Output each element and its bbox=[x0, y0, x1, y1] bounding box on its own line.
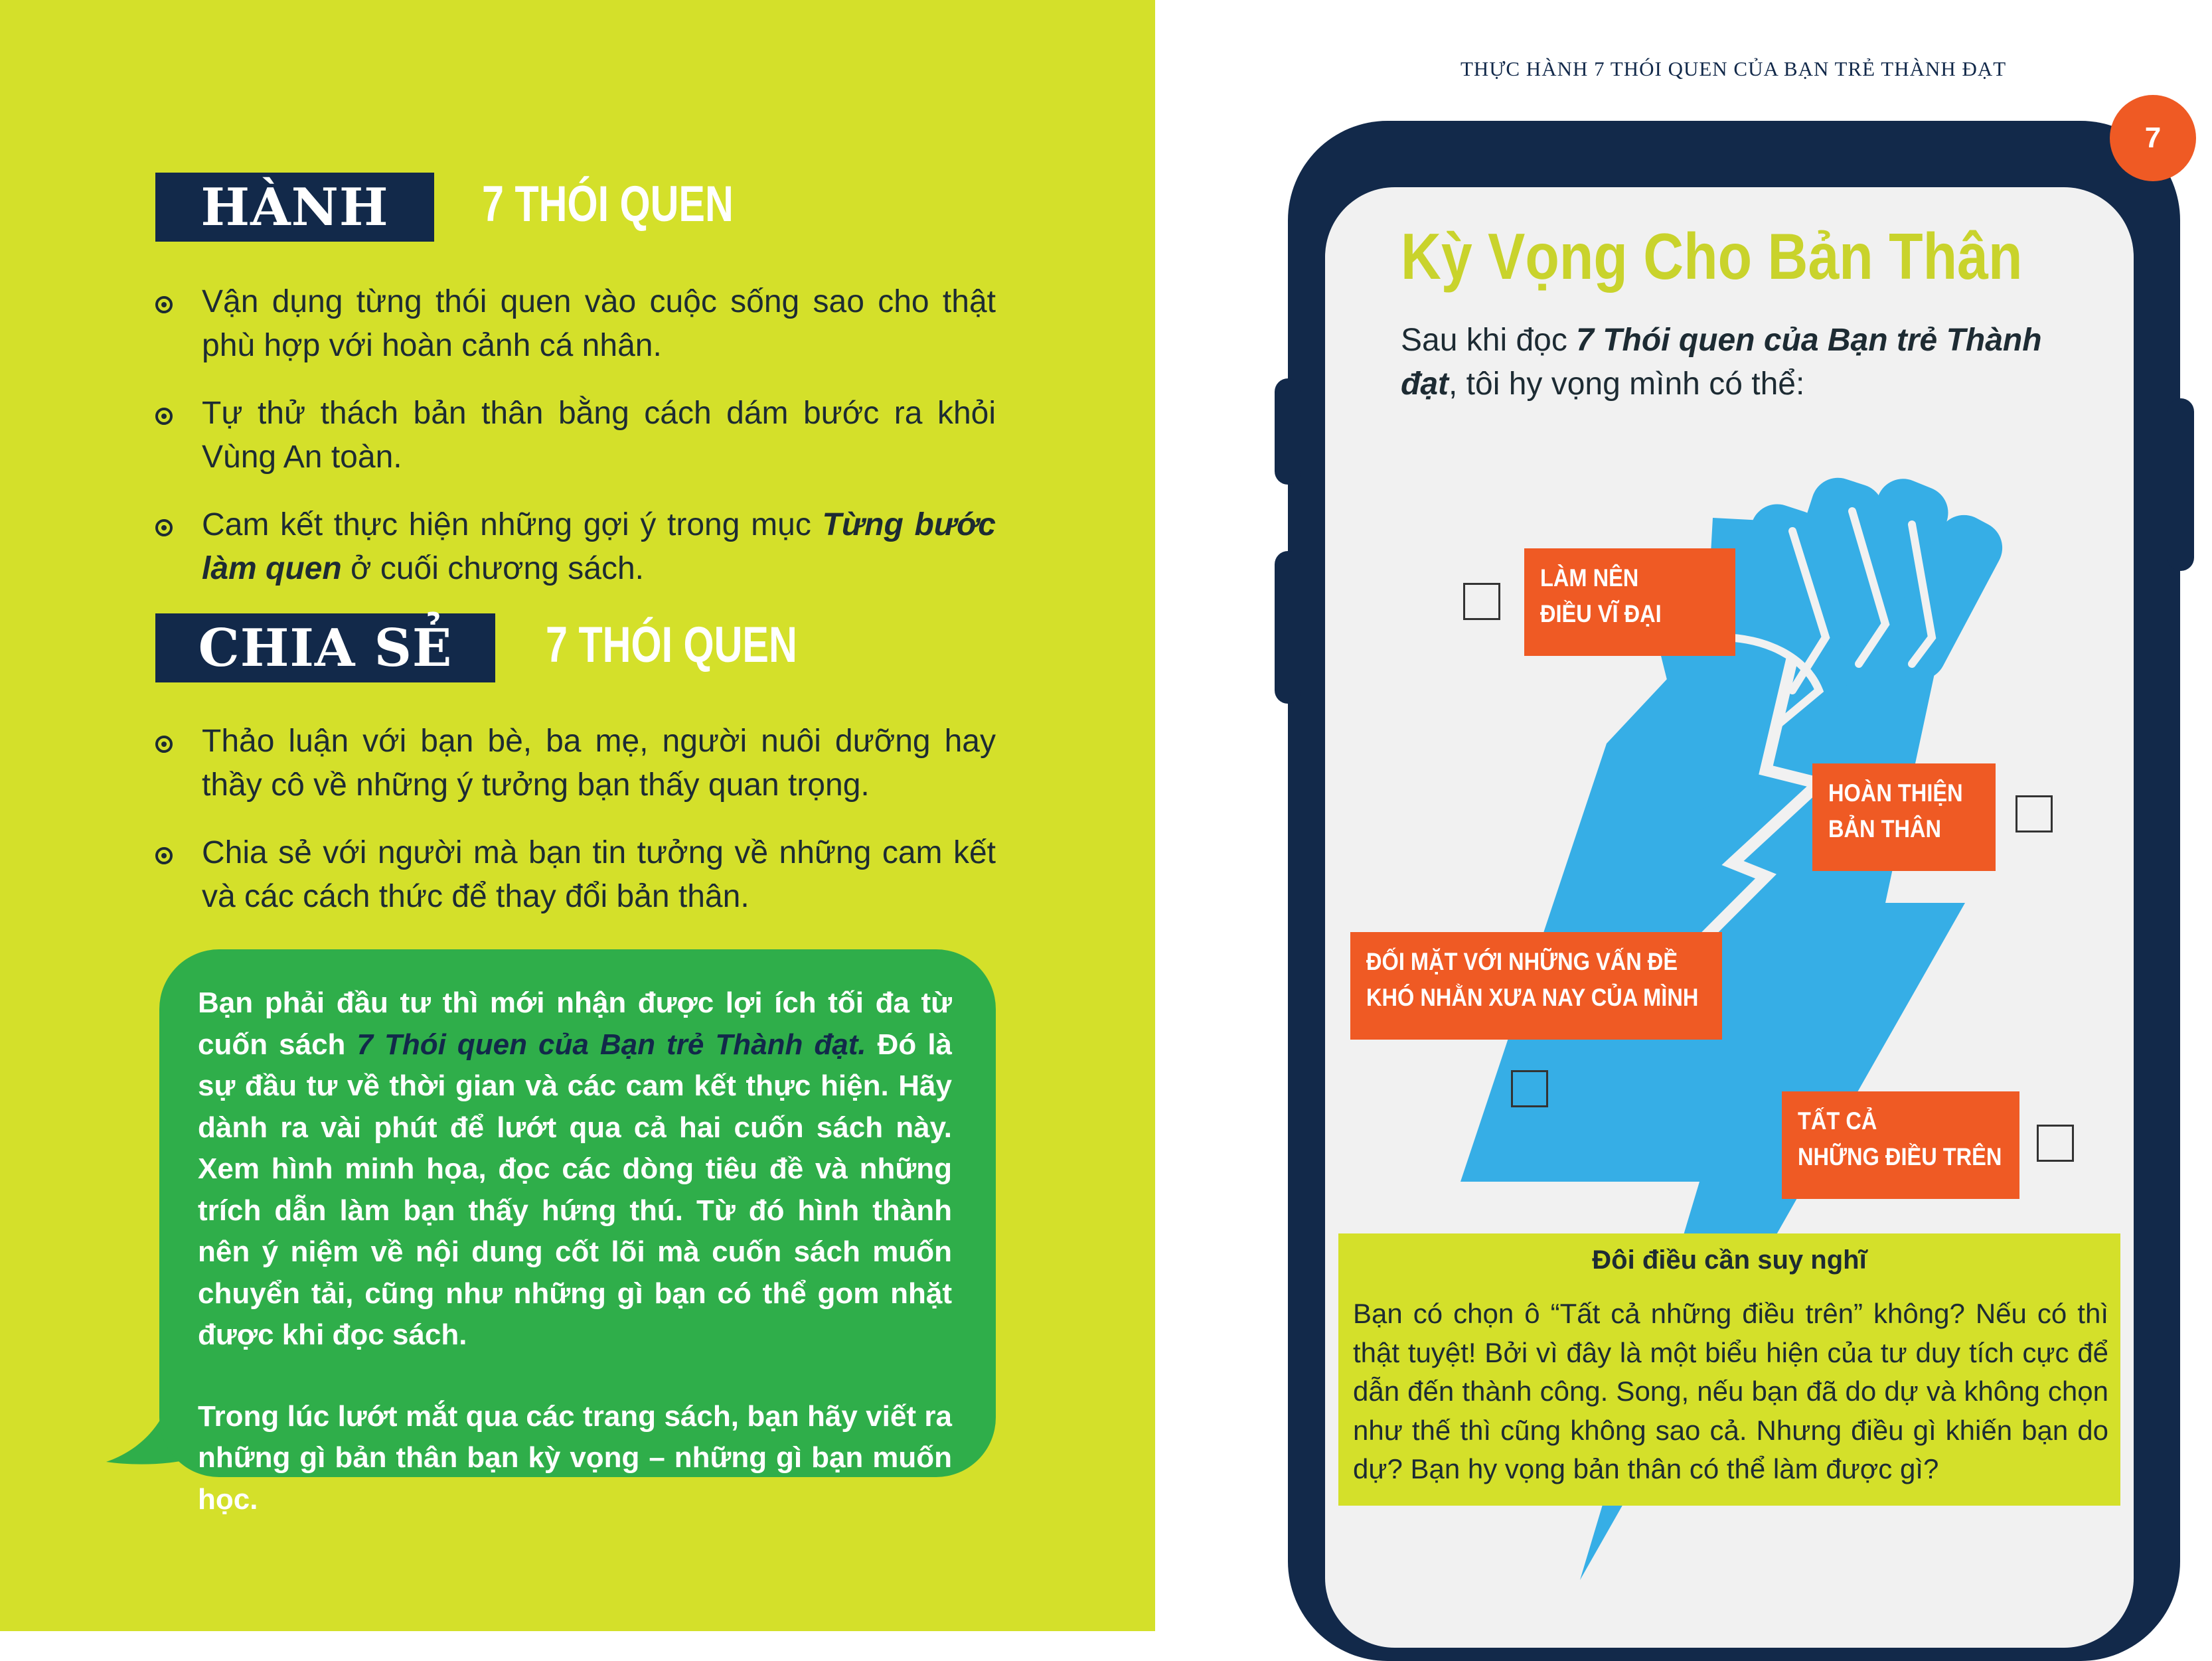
bullet-icon bbox=[155, 519, 173, 536]
option-tag-face-problems: ĐỐI MẶT VỚI NHỮNG VẤN ĐỀ KHÓ NHẰN XƯA NAY CỦA MÌNH bbox=[1350, 932, 1722, 1040]
section-heading-hanh: HÀNH bbox=[155, 173, 434, 242]
phone-side-button bbox=[2168, 398, 2194, 571]
option-tag-all-above: TẤT CẢ NHỮNG ĐIỀU TRÊN bbox=[1782, 1091, 2019, 1199]
section-heading-chia-se: CHIA SẺ bbox=[155, 613, 495, 682]
running-head: THỰC HÀNH 7 THÓI QUEN CỦA BẠN TRẺ THÀNH ĐẠT bbox=[1461, 57, 2007, 80]
list-item: Cam kết thực hiện những gợi ý trong mục Từng bước làm quen ở cuối chương sách. bbox=[155, 503, 996, 591]
reflection-title: Đôi điều cần suy nghĩ bbox=[1592, 1245, 1867, 1275]
section-subheading-habits: 7 THÓI QUEN bbox=[546, 617, 797, 673]
option-checkbox-self-improvement[interactable] bbox=[2015, 795, 2053, 832]
bubble-paragraph-1: Bạn phải đầu tư thì mới nhận được lợi ích tối đa từ cuốn sách 7 Thói quen của Bạn trẻ Thành đạt. Đó là sự đầu tư về thời gian và các cam kết thực hiện. Hãy dành ra vài phút để lướt qua cả hai cuốn sách này. Xem hình minh họa, đọc các dòng tiêu đề và những trích dẫn làm bạn thấy hứng thú. Từ đó hình thành nên ý niệm về nội dung cốt lõi mà cuốn sách muốn chuyển tải, cũng như những gì bạn có thể gom nhặt được khi đọc sách. bbox=[198, 987, 953, 1351]
option-checkbox-all-above[interactable] bbox=[2037, 1125, 2074, 1162]
list-item: Vận dụng từng thói quen vào cuộc sống sao cho thật phù hợp với hoàn cảnh cá nhân. bbox=[155, 280, 996, 368]
phone-side-button bbox=[1275, 378, 1301, 485]
option-tag-self-improvement: HOÀN THIỆN BẢN THÂN bbox=[1812, 763, 1996, 871]
section2-bullet-list bbox=[155, 720, 996, 943]
page-subtitle: Sau khi đọc 7 Thói quen của Bạn trẻ Thành đạt, tôi hy vọng mình có thể: bbox=[1401, 323, 2042, 402]
page-title: Kỳ Vọng Cho Bản Thân bbox=[1401, 220, 2023, 293]
bubble-paragraph-2: Trong lúc lướt mắt qua các trang sách, bạn hãy viết ra những gì bản thân bạn kỳ vọng – những gì bạn muốn học. bbox=[198, 1399, 952, 1516]
bullet-icon bbox=[155, 408, 173, 425]
phone-side-button bbox=[1275, 551, 1301, 704]
list-item: Thảo luận với bạn bè, ba mẹ, người nuôi dưỡng hay thầy cô về những ý tưởng bạn thấy quan trọng. bbox=[155, 720, 996, 807]
bullet-icon bbox=[155, 296, 173, 313]
option-checkbox-face-problems[interactable] bbox=[1511, 1070, 1548, 1107]
section1-bullet-list bbox=[155, 280, 996, 615]
speech-bubble-text bbox=[198, 983, 952, 1560]
list-item: Chia sẻ với người mà bạn tin tưởng về những cam kết và các cách thức để thay đổi bản thân. bbox=[155, 831, 996, 919]
option-tag-greatness: LÀM NÊN ĐIỀU VĨ ĐẠI bbox=[1524, 548, 1735, 656]
bullet-icon bbox=[155, 847, 173, 864]
list-item: Tự thử thách bản thân bằng cách dám bước ra khỏi Vùng An toàn. bbox=[155, 392, 996, 479]
bullet-icon bbox=[155, 736, 173, 753]
option-checkbox-greatness[interactable] bbox=[1463, 583, 1500, 620]
reflection-body: Bạn có chọn ô “Tất cả những điều trên” không? Nếu có thì thật tuyệt! Bởi vì đây là một biểu hiện của tư duy tích cực để dẫn đến thành công. Song, nếu bạn đã do dự và không chọn như thế thì cũng không sao cả. Nhưng điều gì khiến bạn do dự? Bạn hy vọng bản thân có thể làm được gì? bbox=[1353, 1298, 2108, 1484]
section-subheading-habits: 7 THÓI QUEN bbox=[482, 176, 734, 232]
page-number-badge: 7 bbox=[2110, 95, 2196, 181]
